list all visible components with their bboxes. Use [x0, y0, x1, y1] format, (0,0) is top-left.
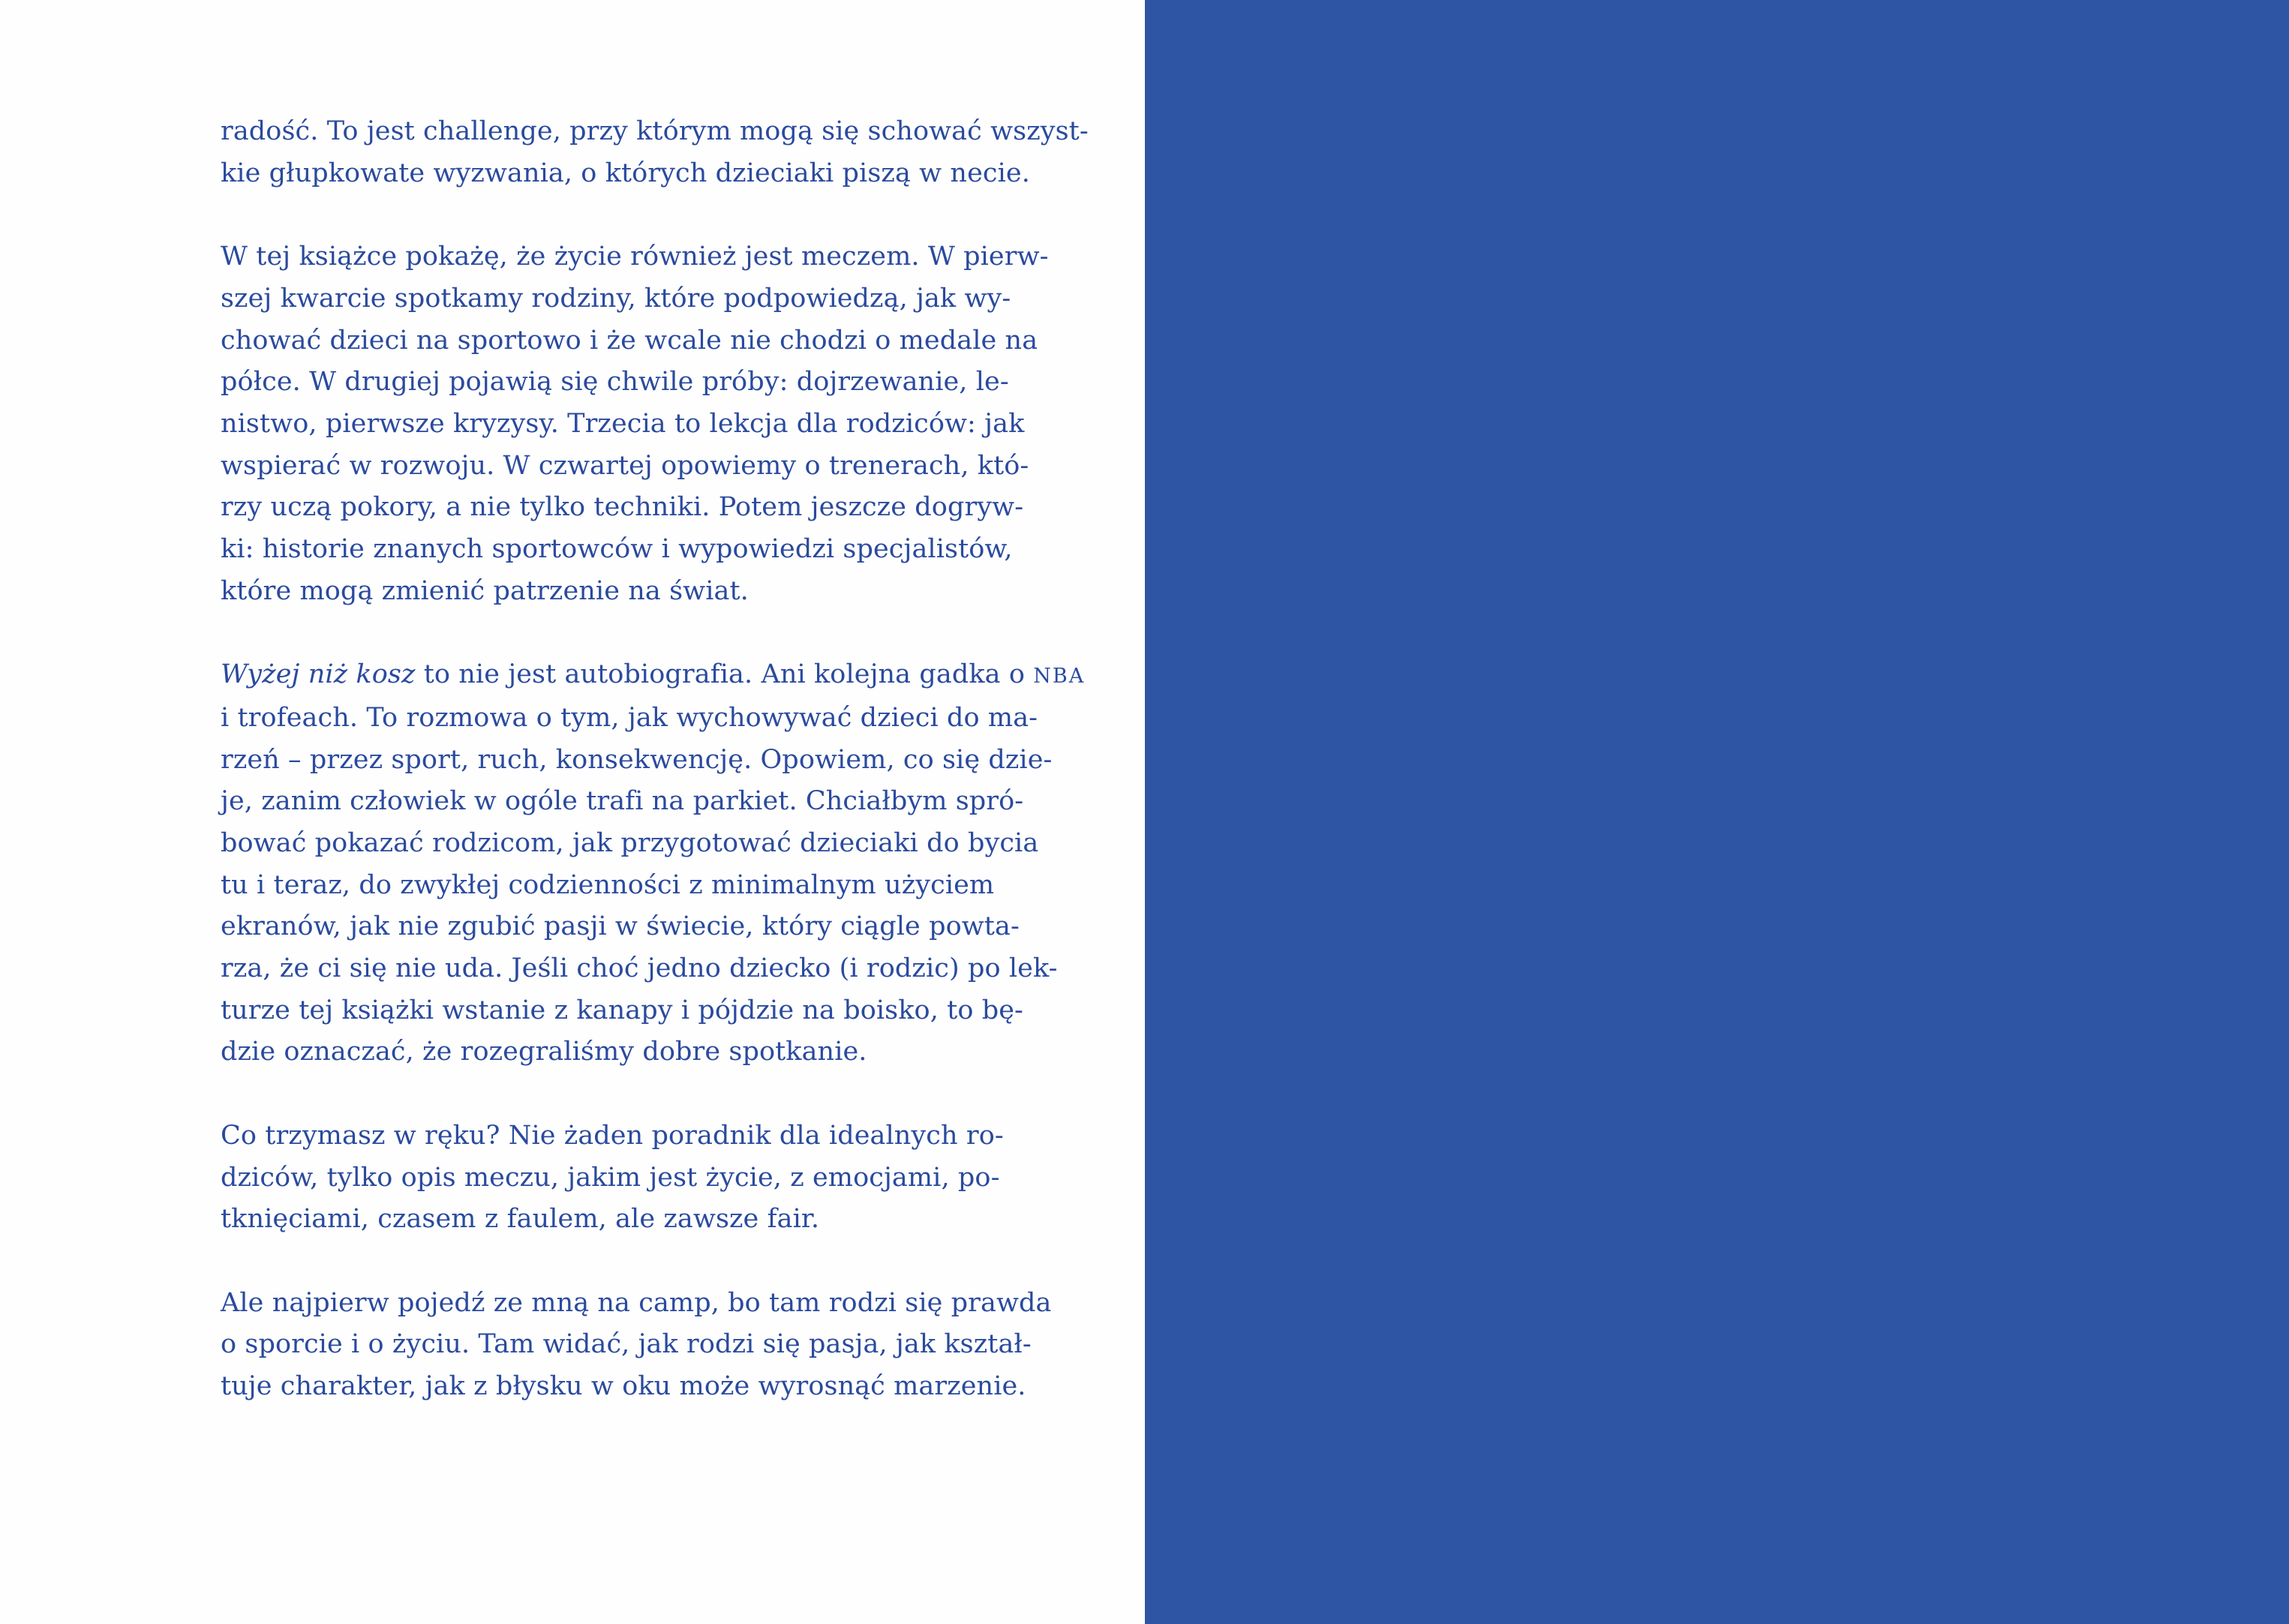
- paragraph-4: [221, 1115, 1004, 1241]
- text-run: to nie jest autobiografia. Ani kolejna gadka o: [415, 659, 1034, 690]
- text-line: nistwo, pierwsze kryzysy. Trzecia to lekcja dla rodziców: jak: [221, 408, 1025, 439]
- text-line: Ale najpierw pojedź ze mną na camp, bo tam rodzi się prawda: [221, 1287, 1052, 1318]
- text-line: i trofeach. To rozmowa o tym, jak wychowywać dzieci do ma-: [221, 702, 1038, 733]
- body-text: [221, 111, 1089, 1449]
- text-line: radość. To jest challenge, przy którym mogą się schować wszyst-: [221, 116, 1089, 146]
- text-line: W tej książce pokażę, że życie również jest meczem. W pierw-: [221, 242, 1049, 272]
- book-title: Wyżej niż kosz: [221, 659, 416, 690]
- text-line: bować pokazać rodzicom, jak przygotować dzieciaki do bycia: [221, 827, 1039, 858]
- paragraph-5: [221, 1283, 1052, 1408]
- text-line: ekranów, jak nie zgubić pasji w świecie, który ciągle powta-: [221, 911, 1020, 942]
- abbreviation: NBA: [1033, 665, 1086, 689]
- text-line: ki: historie znanych sportowców i wypowiedzi specjalistów,: [221, 534, 1013, 565]
- text-line: półce. W drugiej pojawią się chwile próby: dojrzewanie, le-: [221, 367, 1009, 398]
- text-line: rzeń – przez sport, ruch, konsekwencję. Opowiem, co się dzie-: [221, 744, 1053, 775]
- paragraph-2: [221, 236, 1049, 612]
- text-line: chować dzieci na sportowo i że wcale nie chodzi o medale na: [221, 325, 1038, 356]
- text-line: rzy uczą pokory, a nie tylko techniki. Potem jeszcze dogryw-: [221, 492, 1024, 523]
- text-line: rza, że ci się nie uda. Jeśli choć jedno dziecko (i rodzic) po lek-: [221, 953, 1058, 984]
- text-line: Co trzymasz w ręku? Nie żaden poradnik dla idealnych ro-: [221, 1120, 1004, 1151]
- text-line: je, zanim człowiek w ogóle trafi na parkiet. Chciałbym spró-: [221, 786, 1024, 817]
- text-line: tknięciami, czasem z faulem, ale zawsze fair.: [221, 1204, 820, 1235]
- text-line: dziców, tylko opis meczu, jakim jest życie, z emocjami, po-: [221, 1162, 1000, 1193]
- text-line: wspierać w rozwoju. W czwartej opowiemy o trenerach, któ-: [221, 450, 1029, 481]
- text-line: dzie oznaczać, że rozegraliśmy dobre spotkanie.: [221, 1037, 867, 1067]
- text-line: tuje charakter, jak z błysku w oku może wyrosnąć marzenie.: [221, 1371, 1026, 1402]
- right-page-color-panel: [1145, 0, 2289, 1624]
- text-line: kie głupkowate wyzwania, o których dzieciaki piszą w necie.: [221, 158, 1030, 188]
- paragraph-3: [221, 654, 1086, 1073]
- text-line: tu i teraz, do zwykłej codzienności z minimalnym użyciem: [221, 869, 995, 900]
- text-line: o sporcie i o życiu. Tam widać, jak rodzi się pasja, jak kształ-: [221, 1329, 1032, 1360]
- text-line: szej kwarcie spotkamy rodziny, które podpowiedzą, jak wy-: [221, 283, 1011, 314]
- paragraph-1: [221, 111, 1089, 194]
- text-line: [221, 654, 1086, 698]
- text-line: które mogą zmienić patrzenie na świat.: [221, 575, 749, 606]
- text-line: turze tej książki wstanie z kanapy i pójdzie na boisko, to bę-: [221, 995, 1023, 1025]
